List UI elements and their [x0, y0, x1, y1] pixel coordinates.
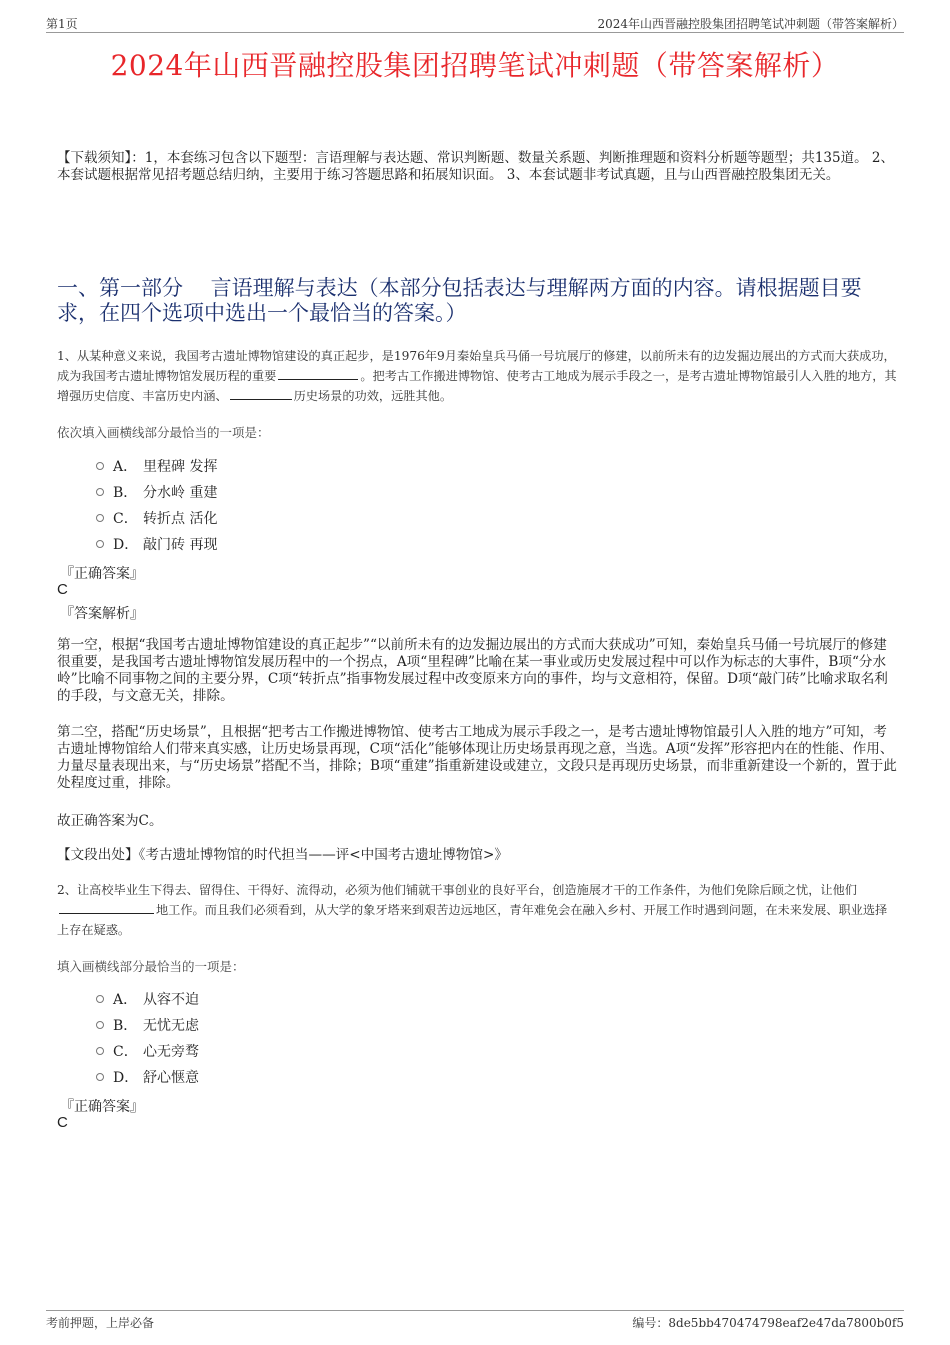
- option-a[interactable]: A． 里程碑 发挥: [96, 453, 217, 479]
- radio-icon[interactable]: [96, 540, 104, 548]
- fill-blank: [278, 367, 358, 380]
- download-notice: 【下载须知】：1，本套练习包含以下题型：言语理解与表达题、常识判断题、数量关系题、判断推理题和资料分析题等题型；共135道。 2、本套试题根据常见招考题总结归纳，主要用于练习答题思路和拓展知识面。 3、本套试题非考试真题，且与山西晋融控股集团无关。: [57, 150, 894, 183]
- question-2-prompt: 填入画横线部分最恰当的一项是：: [57, 959, 245, 974]
- option-a[interactable]: A． 从容不迫: [96, 986, 199, 1012]
- radio-icon[interactable]: [96, 514, 104, 522]
- question-2-options: [96, 986, 199, 1090]
- analysis-paragraph-2: 第二空，搭配“历史场景”，且根据“把考古工作搬进博物馆、使考古工地成为展示手段之一，是考古遗址博物馆最引人入胜的地方”可知，考古遗址博物馆给人们带来真实感，让历史场景再现，C项“活化”能够体现让历史场景再现之意，当选。A项“发挥”形容把内在的性能、作用、力量尽量表现出来，与“历史场景”搭配不当，排除；B项“重建”指重新建设或建立，文段只是再现历史场景，而非重新建设一个新的，置于此处程度过重，排除。: [57, 724, 897, 791]
- page-number: 第1页: [46, 17, 78, 31]
- document-title: 2024年山西晋融控股集团招聘笔试冲刺题（带答案解析）: [110, 49, 840, 82]
- question-1-options: [96, 453, 217, 557]
- correct-answer: C: [57, 1114, 68, 1131]
- option-b[interactable]: B． 分水岭 重建: [96, 479, 217, 505]
- analysis-conclusion: 故正确答案为C。: [57, 813, 163, 829]
- radio-icon[interactable]: [96, 1047, 104, 1055]
- radio-icon[interactable]: [96, 1021, 104, 1029]
- option-d[interactable]: D． 舒心惬意: [96, 1064, 199, 1090]
- question-1-stem: 1、从某种意义来说，我国考古遗址博物馆建设的真正起步，是1976年9月秦始皇兵马俑一号坑展厅的修建，以前所未有的边发掘边展出的方式而大获成功，成为我国考古遗址博物馆发展历程的重要 。把考古工作搬进博物馆、使考古工地成为展示手段之一，是考古遗址博物馆最引人入胜的地方，其增强历史信度、丰富历史内涵、 历史场景的功效，远胜其他。: [57, 349, 897, 403]
- answer-label: 『正确答案』: [60, 566, 144, 582]
- correct-answer: C: [57, 581, 68, 598]
- footer-slogan: 考前押题，上岸必备: [46, 1316, 155, 1330]
- page-footer: [46, 1310, 904, 1331]
- passage-source: 【文段出处】《考古遗址博物馆的时代担当——评<中国考古遗址博物馆>》: [57, 847, 508, 863]
- question-2-stem: 2、让高校毕业生下得去、留得住、干得好、流得动，必须为他们铺就干事创业的良好平台，创造施展才干的工作条件，为他们免除后顾之忧，让他们地工作。而且我们必须看到，从大学的象牙塔来到艰苦边远地区，青年难免会在融入乡村、开展工作时遇到问题，在未来发展、职业选择上存在疑惑。: [57, 883, 888, 937]
- radio-icon[interactable]: [96, 1073, 104, 1081]
- page-header: [46, 12, 904, 33]
- question-1-prompt: 依次填入画横线部分最恰当的一项是：: [57, 425, 270, 440]
- header-doc-title: 2024年山西晋融控股集团招聘笔试冲刺题（带答案解析）: [597, 17, 904, 31]
- fill-blank: [59, 901, 154, 914]
- radio-icon[interactable]: [96, 462, 104, 470]
- radio-icon[interactable]: [96, 488, 104, 496]
- option-c[interactable]: C． 心无旁骛: [96, 1038, 199, 1064]
- radio-icon[interactable]: [96, 995, 104, 1003]
- fill-blank: [230, 387, 292, 400]
- answer-label: 『正确答案』: [60, 1099, 144, 1115]
- document-serial: 编号：8de5bb470474798eaf2e47da7800b0f5: [632, 1316, 904, 1330]
- option-b[interactable]: B． 无忧无虑: [96, 1012, 199, 1038]
- option-c[interactable]: C． 转折点 活化: [96, 505, 217, 531]
- section-heading: 一、第一部分 言语理解与表达（本部分包括表达与理解两方面的内容。请根据题目要求，在四个选项中选出一个最恰当的答案。）: [57, 276, 862, 325]
- analysis-label: 『答案解析』: [60, 606, 144, 622]
- option-d[interactable]: D． 敲门砖 再现: [96, 531, 217, 557]
- analysis-paragraph-1: 第一空，根据“我国考古遗址博物馆建设的真正起步”“以前所未有的边发掘边展出的方式而大获成功”可知，秦始皇兵马俑一号坑展厅的修建很重要，是我国考古遗址博物馆发展历程中的一个拐点，A项“里程碑”比喻在某一事业或历史发展过程中可以作为标志的大事件，B项“分水岭”比喻不同事物之间的主要分界，C项“转折点”指事物发展过程中改变原来方向的事件，均与文意相符，保留。D项“敲门砖”比喻求取名利的手段，与文意无关，排除。: [57, 637, 888, 704]
